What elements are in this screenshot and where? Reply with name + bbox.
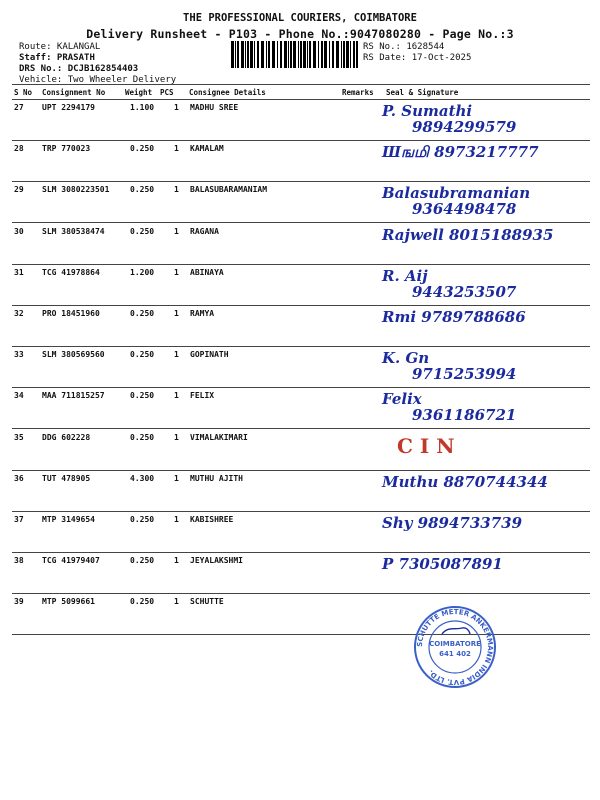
col-seal-signature: Seal & Signature [386,88,459,97]
table-row [12,182,592,222]
stamp-city: COIMBATORE [429,640,481,648]
cell-weight: 0.250 [130,391,155,400]
cell-consignee: KABISHREE [190,515,234,524]
cell-weight: 0.250 [130,227,155,236]
signature-line-1: C I N [397,434,455,458]
signature-line-1: K. Gn [382,349,430,367]
cell-consignee: SCHUTTE [190,597,224,606]
rs-number: RS No.: 1628544 [363,42,445,52]
row-divider [12,428,590,429]
table-row [12,306,592,346]
cell-consignment: UPT 2294179 [42,103,95,112]
signature-line-1: Шஙமி 8973217777 [382,143,539,161]
cell-consignment: MAA 711815257 [42,391,105,400]
cell-weight: 0.250 [130,309,155,318]
signature-line-1: Muthu 8870744344 [382,473,548,491]
cell-sno: 38 [14,556,24,565]
drs-label: DRS No.: DCJB162854403 [19,64,139,74]
cell-consignment: TRP 770023 [42,144,91,153]
cell-consignee: MUTHU AJITH [190,474,243,483]
company-title: THE PROFESSIONAL COURIERS, COIMBATORE [183,12,417,24]
signature-line-1: Shy 9894733739 [382,514,523,532]
table-row [12,430,592,470]
col-sno: S No [14,88,33,97]
cell-sno: 27 [14,103,24,112]
cell-pcs: 1 [174,185,179,194]
cell-consignee: KAMALAM [190,144,224,153]
cell-sno: 28 [14,144,24,153]
cell-weight: 0.250 [130,597,155,606]
cell-weight: 0.250 [130,433,155,442]
cell-weight: 1.100 [130,103,155,112]
cell-weight: 4.300 [130,474,155,483]
signature-line-2: 9361186721 [412,406,517,424]
cell-pcs: 1 [174,597,179,606]
cell-sno: 31 [14,268,24,277]
cell-sno: 29 [14,185,24,194]
table-row [12,594,592,634]
cell-pcs: 1 [174,144,179,153]
cell-consignee: FELIX [190,391,215,400]
signature-line-2: 9443253507 [412,283,517,301]
cell-sno: 35 [14,433,24,442]
cell-sno: 36 [14,474,24,483]
cell-pcs: 1 [174,391,179,400]
cell-consignee: JEYALAKSHMI [190,556,243,565]
cell-weight: 0.250 [130,350,155,359]
stamp-signature-mark [442,628,470,634]
col-pcs: PCS [160,88,174,97]
table-row [12,471,592,511]
cell-pcs: 1 [174,350,179,359]
cell-consignment: TCG 41979407 [42,556,100,565]
cell-sno: 39 [14,597,24,606]
signature-line-1: P 7305087891 [382,555,503,573]
vehicle-label: Vehicle: Two Wheeler Delivery [19,75,177,85]
company-seal-stamp [412,604,498,690]
stamp-ring-text: SCHUTTE METER ANKERMANN INDIA PVT. LTD. [415,607,495,687]
signature-line-1: R. Aij [382,267,428,285]
table-row [12,100,592,140]
cell-consignment: MTP 3149654 [42,515,95,524]
table-row [12,553,592,593]
cell-consignment: DDG 602228 [42,433,91,442]
cell-sno: 33 [14,350,24,359]
header-top-rule [12,84,590,85]
table-header [12,86,592,98]
staff-label: Staff: PRASATH [19,53,95,63]
cell-consignee: BALASUBARAMANIAM [190,185,268,194]
cell-pcs: 1 [174,556,179,565]
cell-consignee: RAGANA [190,227,219,236]
cell-pcs: 1 [174,515,179,524]
cell-pcs: 1 [174,227,179,236]
route-label: Route: KALANGAL [19,42,101,52]
col-weight: Weight [125,88,153,97]
row-divider [12,222,590,223]
signature-line-1: P. Sumathi [382,102,473,120]
cell-consignee: GOPINATH [190,350,229,359]
cell-pcs: 1 [174,474,179,483]
cell-sno: 30 [14,227,24,236]
cell-consignment: SLM 3080223501 [42,185,110,194]
cell-pcs: 1 [174,309,179,318]
table-row [12,141,592,181]
cell-consignment: MTP 5099661 [42,597,95,606]
stamp-pin: 641 402 [439,650,471,658]
cell-sno: 32 [14,309,24,318]
table-row [12,347,592,387]
cell-weight: 1.200 [130,268,155,277]
cell-weight: 0.250 [130,556,155,565]
signature-line-1: Balasubramanian [382,184,531,202]
cell-weight: 0.250 [130,185,155,194]
col-remarks: Remarks [342,88,374,97]
cell-consignment: SLM 380538474 [42,227,105,236]
table-row [12,224,592,264]
signature-line-1: Rmi 9789788686 [382,308,526,326]
cell-pcs: 1 [174,268,179,277]
table-row [12,265,592,305]
signature-line-1: Felix [382,390,422,408]
cell-weight: 0.250 [130,144,155,153]
barcode-image [231,41,358,68]
cell-consignment: TUT 478905 [42,474,91,483]
table-row [12,388,592,428]
runsheet-subtitle: Delivery Runsheet - P103 - Phone No.:9047080280 - Page No.:3 [86,27,514,41]
cell-consignee: RAMYA [190,309,215,318]
cell-pcs: 1 [174,433,179,442]
cell-consignee: MADHU SREE [190,103,239,112]
signature-line-2: 9715253994 [412,365,517,383]
cell-consignment: SLM 380569560 [42,350,105,359]
row-divider [12,634,590,635]
cell-pcs: 1 [174,103,179,112]
signature-line-1: Rajwell 8015188935 [382,226,554,244]
cell-weight: 0.250 [130,515,155,524]
col-consignment: Consignment No [42,88,106,97]
cell-consignee: ABINAYA [190,268,224,277]
signature-line-2: 9364498478 [412,200,517,218]
rs-date: RS Date: 17-Oct-2025 [363,53,472,63]
cell-consignment: PRO 18451960 [42,309,100,318]
cell-consignee: VIMALAKIMARI [190,433,248,442]
cell-sno: 37 [14,515,24,524]
signature-line-2: 9894299579 [412,118,517,136]
cell-consignment: TCG 41978864 [42,268,100,277]
table-row [12,512,592,552]
col-consignee: Consignee Details [189,88,266,97]
cell-sno: 34 [14,391,24,400]
